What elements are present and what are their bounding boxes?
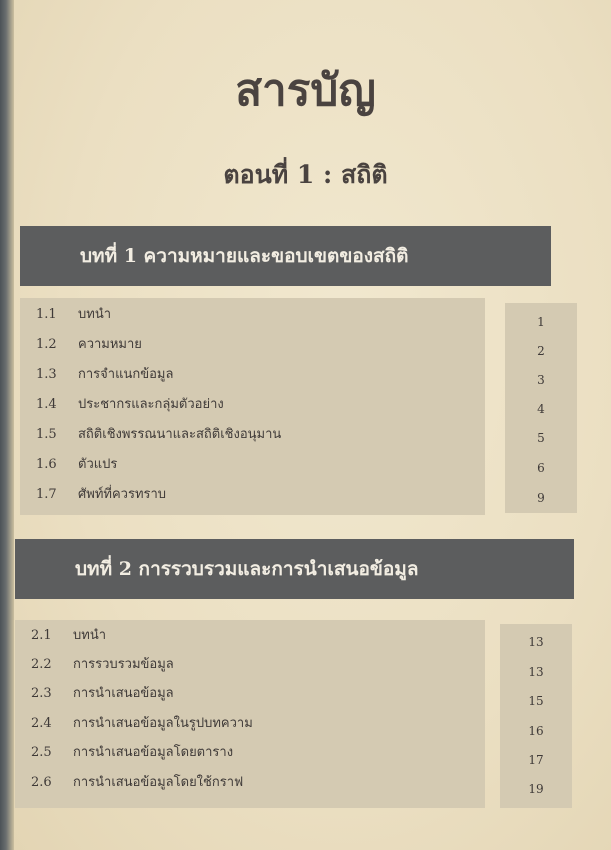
section-number: 1.3 <box>36 367 57 382</box>
page-number: 1 <box>537 315 545 329</box>
section-number: 1.1 <box>36 307 57 322</box>
section-number: 1.6 <box>36 457 57 472</box>
page-title: สารบัญ <box>235 65 376 116</box>
section-title: การรวบรวมข้อมูล <box>73 657 174 672</box>
chapter-2-items <box>15 620 485 808</box>
section-title: ตัวแปร <box>78 457 118 472</box>
section-number: 2.3 <box>31 686 52 701</box>
page-number: 6 <box>537 461 545 475</box>
section-title: การนำเสนอข้อมูล <box>73 686 174 701</box>
section-number: 2.2 <box>31 657 52 672</box>
section-title: ความหมาย <box>78 337 142 352</box>
chapter-1-items <box>20 298 485 515</box>
chapter-1-heading: บทที่ 1 ความหมายและขอบเขตของสถิติ <box>20 226 551 286</box>
section-number: 1.2 <box>36 337 57 352</box>
page-number: 2 <box>537 344 545 358</box>
page-number: 13 <box>528 635 544 649</box>
section-title: การนำเสนอข้อมูลในรูปบทความ <box>73 716 253 731</box>
page-number: 15 <box>528 694 544 708</box>
part-title: ตอนที่ 1 : สถิติ <box>223 160 388 189</box>
page-number: 13 <box>528 665 544 679</box>
section-title: การนำเสนอข้อมูลโดยใช้กราฟ <box>73 775 244 790</box>
section-number: 2.1 <box>31 628 52 643</box>
section-number: 2.6 <box>31 775 52 790</box>
section-title: ประชากรและกลุ่มตัวอย่าง <box>78 397 224 412</box>
section-number: 1.4 <box>36 397 57 412</box>
section-number: 1.5 <box>36 427 57 442</box>
page-number: 9 <box>537 491 545 505</box>
page-number: 3 <box>537 373 545 387</box>
section-title: บทนำ <box>78 307 112 322</box>
page-number: 19 <box>528 782 544 796</box>
chapter-2-pages <box>500 624 572 808</box>
page-number: 4 <box>537 402 545 416</box>
section-title: การจำแนกข้อมูล <box>78 367 174 382</box>
section-title: การนำเสนอข้อมูลโดยตาราง <box>73 745 234 760</box>
page-number: 5 <box>537 431 545 445</box>
section-title: ศัพท์ที่ควรทราบ <box>78 487 167 502</box>
book-spine <box>0 0 14 850</box>
page-number: 16 <box>528 724 544 738</box>
section-title: สถิติเชิงพรรณนาและสถิติเชิงอนุมาน <box>78 427 282 442</box>
chapter-1-pages <box>505 303 577 513</box>
section-number: 2.4 <box>31 716 52 731</box>
section-title: บทนำ <box>73 628 107 643</box>
page-number: 17 <box>528 753 544 767</box>
chapter-2-heading: บทที่ 2 การรวบรวมและการนำเสนอข้อมูล <box>15 539 574 599</box>
section-number: 1.7 <box>36 487 57 502</box>
section-number: 2.5 <box>31 745 52 760</box>
